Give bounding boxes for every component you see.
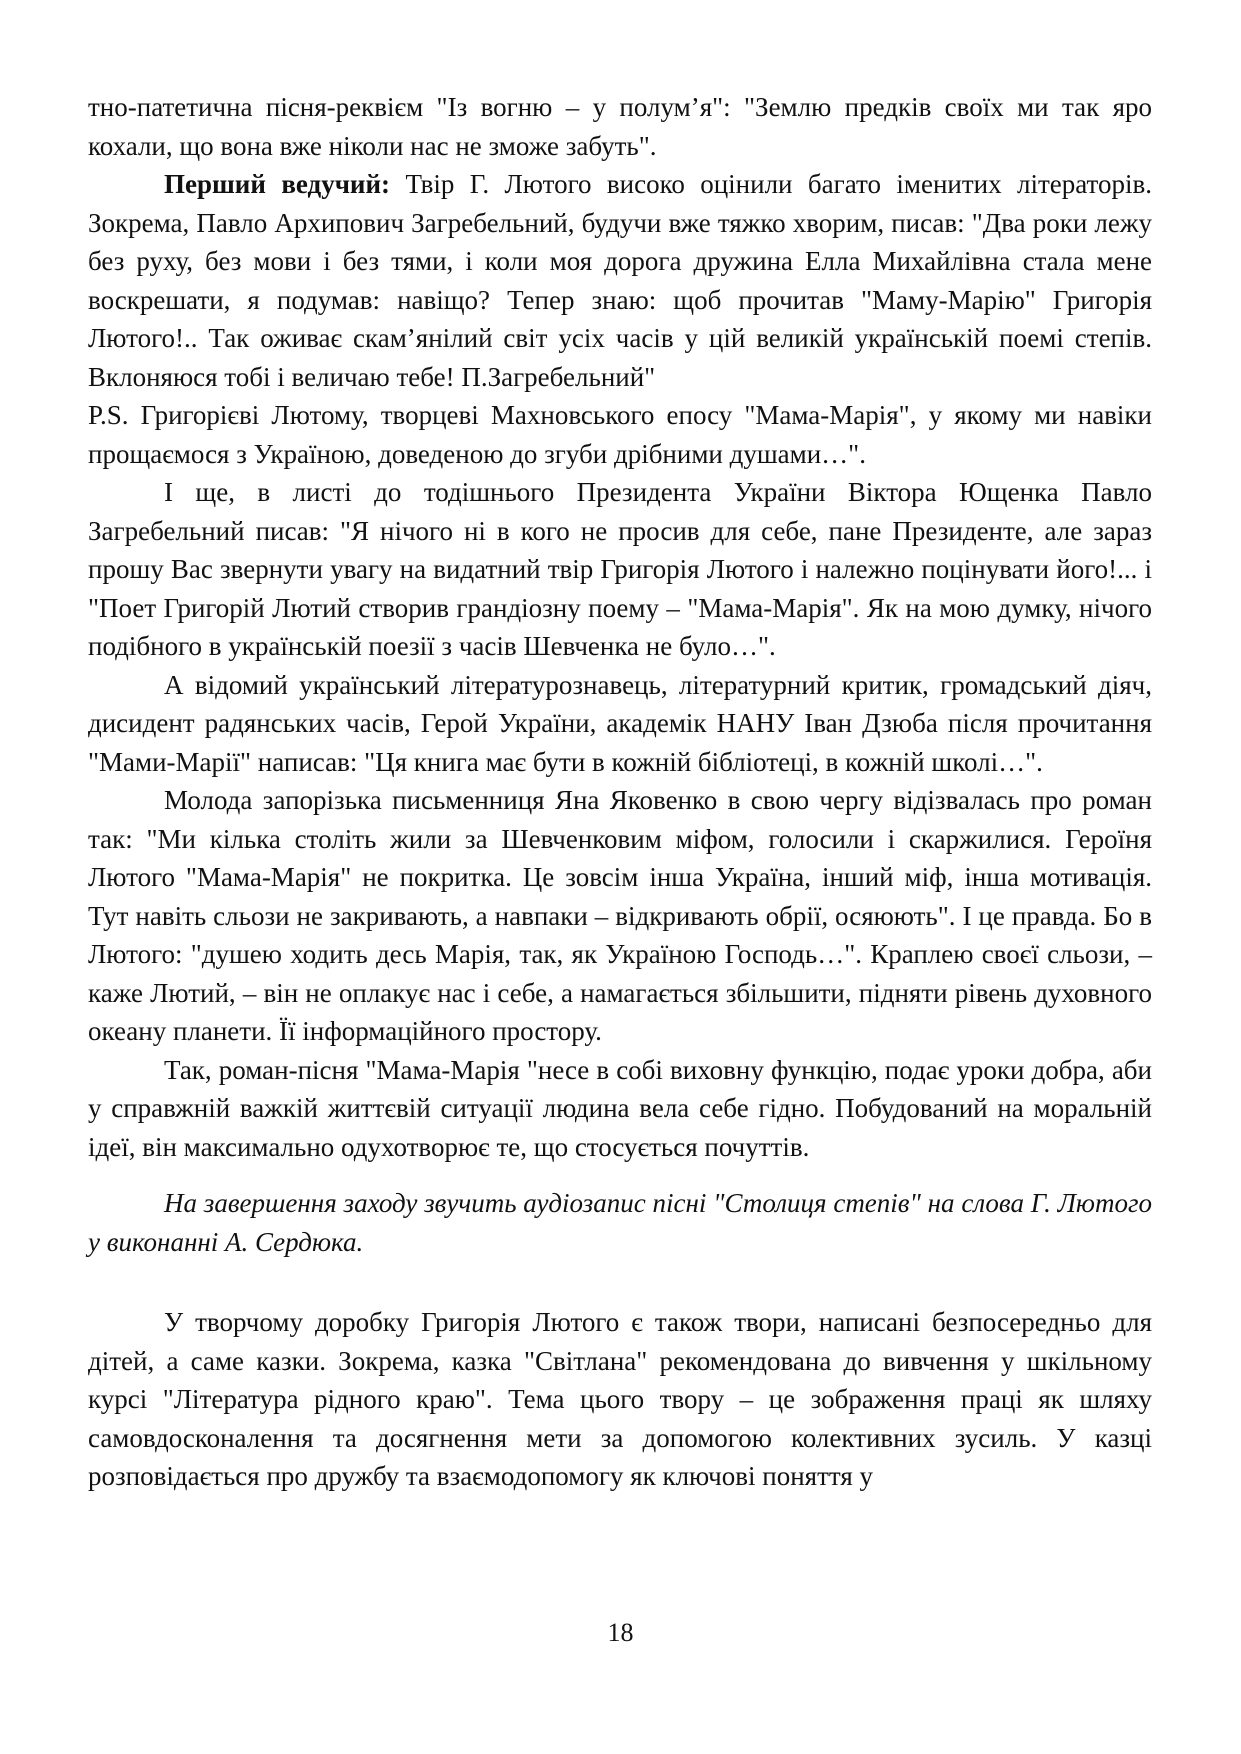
paragraph-9: У творчому доробку Григорія Лютого є також твори, написані безпосередньо для дітей, а саме казки. Зокрема, казка "Світлана" рекомендована до вивчення у шкільному курсі "Література рідного краю". Тема цього твору – це зображення праці як шляху самовдосконалення та досягнення мети за допомогою колективних зусиль. У казці розповідається про дружбу та взаємодопомогу як ключові поняття у	[88, 1307, 1152, 1491]
paragraph-1: тно-патетична пісня-реквієм "Із вогню – у полум’я": "Землю предків своїх ми так яро кохали, що вона вже ніколи нас не зможе забуть".	[88, 92, 1152, 161]
paragraph-2-text: Твір Г. Лютого високо оцінили багато іменитих літераторів. Зокрема, Павло Архипович Загребельний, будучи вже тяжко хворим, писав: "Два роки лежу без руху, без мови і без тями, і коли моя дорога дружина Елла Михайлівна стала мене воскрешати, я подумав: навіщо? Тепер знаю: щоб прочитав "Маму-Марію" Григорія Лютого!.. Так оживає скам’янілий світ усіх часів у цій великій українській поемі степів. Вклоняюся тобі і величаю тебе! П.Загребельний"	[88, 169, 1152, 392]
paragraph-7: Так, роман-пісня "Мама-Марія "несе в собі виховну функцію, подає уроки добра, аби у справжній важкій життєвій ситуації людина вела себе гідно. Побудований на моральній ідеї, він максимально одухотворює те, що стосується почуттів.	[88, 1054, 1152, 1162]
paragraph-6: Молода запорізька письменниця Яна Яковенко в свою чергу відізвалась про роман так: "Ми кілька століть жили за Шевченковим міфом, голосили і скаржилися. Героїня Лютого "Мама-Марія" не покритка. Це зовсім інша Україна, інший міф, інша мотивація. Тут навіть сльози не закривають, а навпаки – відкривають обрії, осяюють". І це правда. Бо в Лютого: "душею ходить десь Марія, так, як Україною Господь…". Краплею своєї сльози, – каже Лютий, – він не оплакує нас і себе, а намагається збільшити, підняти рівень духовного океану планети. Її інформаційного простору.	[88, 785, 1152, 1046]
page-number: 18	[607, 1618, 634, 1647]
paragraph-3: P.S. Григорієві Лютому, творцеві Махновського епосу "Мама-Марія", у якому ми навіки прощаємося з Україною, доведеною до згуби дрібними душами…".	[88, 400, 1152, 469]
page-body	[88, 88, 1152, 1496]
speaker-label: Перший ведучий:	[164, 169, 391, 199]
paragraph-5: А відомий український літературознавець, літературний критик, громадський діяч, дисидент радянських часів, Герой України, академік НАНУ Іван Дзюба після прочитання "Мами-Марії" написав: "Ця книга має бути в кожній бібліотеці, в кожній школі…".	[88, 669, 1152, 777]
stage-direction: На завершення заходу звучить аудіозапис пісні "Столиця степів" на слова Г. Лютого у виконанні А. Сердюка.	[88, 1188, 1152, 1257]
paragraph-4: І ще, в листі до тодішнього Президента України Віктора Ющенка Павло Загребельний писав: "Я нічого ні в кого не просив для себе, пане Президенте, але зараз прошу Вас звернути увагу на видатний твір Григорія Лютого і належно поцінувати його!... і "Поет Григорій Лютий створив грандіозну поему – "Мама-Марія". Як на мою думку, нічого подібного в українській поезії з часів Шевченка не було…".	[88, 477, 1152, 661]
paragraph-2	[88, 165, 1152, 396]
